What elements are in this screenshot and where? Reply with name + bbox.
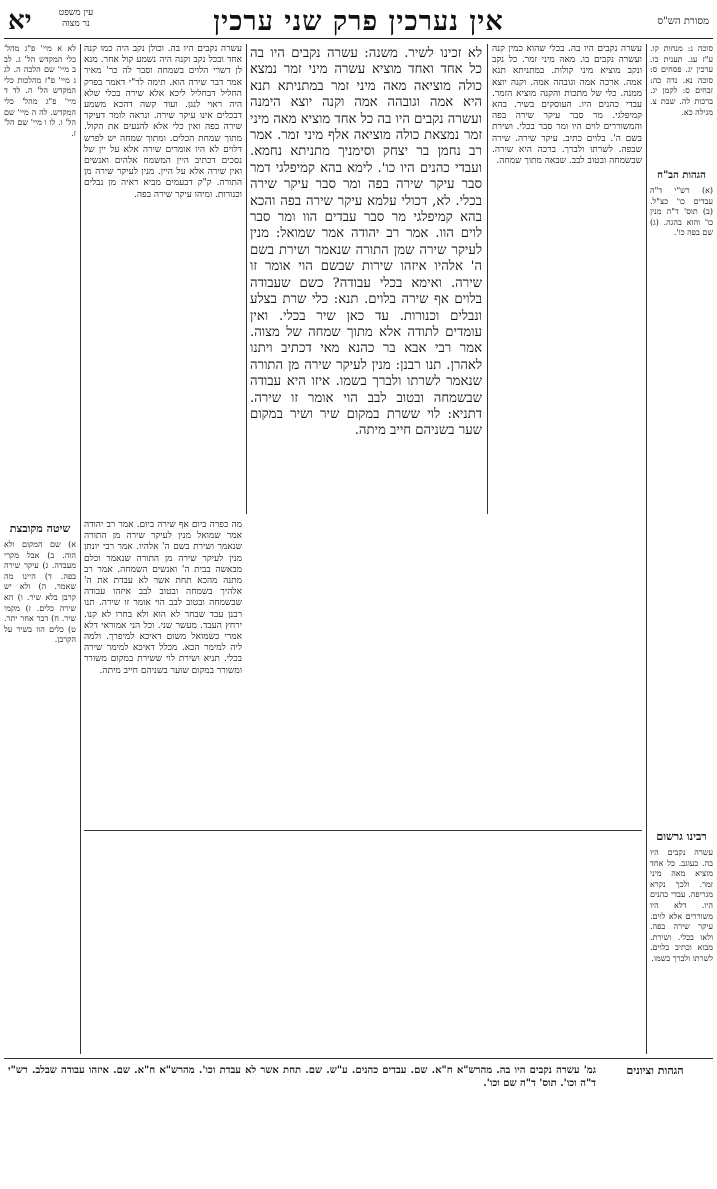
footer-rule [4,1058,713,1059]
ein-mishpat-label: עין משפט נר מצוה [58,8,94,29]
footer-label: הגהות וציונים [626,1064,684,1077]
footer-text: גמ' עשרה נקבים היו בה. מהרש"א ח"א. שם. עבדים כהנים. ע"ש. שם. תחת אשר לא עבדת וכו'. מהרש"א ח"א. שם. איזהו עבודה שבלב. רש"י ד"ה וכו'. תוס' ד"ה שם וכו'. [8,1065,596,1089]
rashi-column [492,44,642,514]
shita-text-block [4,540,76,1050]
gemara-text: לא זכינו לשיר. משנה: עשרה נקבים היו בה כל אחד ואחד מוציא עשרה מיני זמר נמצא כולה מוציאה מאה מיני זמר במתניתא תנא היא אמה וגובהה אמה וקנה יוצא הימנה ועשרה נקבים היו בה כל אחד מוציא מאה מיני זמר נמצאת כולה מוציאה אלף מיני זמר. אמר רב נחמן בר יצחק וסימניך מתניתא נחמא. ועבדי כהנים היו כו'. לימא בהא קמיפלגי דמר סבר עיקר שירה בפה ומר סבר עיקר שירה בכלי. לא, דכולי עלמא עיקר שירה בפה והכא בהא קמיפלגי מר סבר עבדים הוו ומר סבר לוים הוו. אמר רב יהודה אמר שמואל: מנין לעיקר שירה שמן התורה שנאמר ושירת בשם ה' אלהיו איזהו שירות שבשם הוי אומר זו שירה. ואימא בכלי עבודה? כשם שעבודה בלוים אף שירה בלוים. תנא: כלי שרת בצלע ונבלים וכנורות. עד כאן שיר בכלי. ואין עומדים לתודה אלא מתוך שמחה של מצוה. אמר רבי אבא בר כהנא מאי דכתיב ויתנו לאהרן. תנו רבנן: מנין לעיקר שירה מן התורה שנאמר לשרתו ולברך בשמו. איזו היא עבודה שבשמחה ובטוב לבב הוי אומר זו שירה. דתניא: לוי ששרת במקום שיר ושיר במקום שער בשניהם חייב מיתה. [250,46,482,439]
tosafot-text: עשרה נקבים היו בה. וכולן נקב היה כמו קנה אחד ובכל נקב וקנה היה נשמע קול אחר. מנא לן דשרי הלוים בשמחה וסבר לה כר' מאיר אמר דבר שירה הוא. תימה לר"י דאמר בפרק החליל דבחליל ליכא אלא שירה בכלי שלא היה ראוי לנגן. ועוד קשה דהכא משמע דבכלים אינו עיקר שירה. ונראה לומר דעיקר שירה בפה ואין כלי אלא להנעים את הקול. מתוך שמחת הכלים. ומתוך שמחה יש לפרש דלוים לא היו אומרים שירה אלא על יין של נסכים דכתיב היין המשמח אלהים ואנשים ואין שירה אלא על היין. מנין לעיקר שירה מן התורה. ק"ק דבעמים מביא ראיה מן נבלים וכנורות. ומיהו עיקר שירה בפה. [84,44,242,200]
divider [646,44,647,1054]
rashi-lower-block [492,520,642,820]
hagahot-text: (א) רש"י ד"ה עבדים כו' כצ"ל. (ב) תוס' ד"ה מנין כו' והוא בהגה. (ג) שם בפה כו'. [650,186,713,238]
divider [80,44,81,1054]
divider [84,830,642,831]
hagahot-block [650,186,713,386]
gemara-column [250,46,482,766]
bottom-band [84,834,642,1052]
footer-block [8,1064,596,1182]
shita-text: א) שם המקום ולא הוה. ב) אבל מקרי מעבדה. ג) עיקר שירה בפה. ד) היינו מה שאמר. ה) ולא יש קרבן בלא שיר. ו) הא שירה כלים. ז) מקמי שיר. ח) דבר אחר יתר. ט) כלים הוו בשיר על הקרבן. [4,540,76,645]
gershom-block [650,848,713,1054]
bottom-text: מה כפרה ביום אף שירה ביום. אמר רב יהודה אמר שמואל מנין לעיקר שירה מן התורה שנאמר ושירת בשם ה' אלהיו. אמר רבי יונתן מנין לעיקר שירה מן התורה שנאמר וכלם מבאשה בבית ה' ואנשים השמחה. אמר רב מתנה מהכא תחת אשר לא עבדת את ה' אלהיך בשמחה ובטוב לבב איזהו עבודה שבשמחה ובטוב לבב הוי אומר זו שירה. תנו רבנן עבד שבחר לא הוא ולא בחרו לא קנו. ירחץ העבד. מעשר שני. וכל הני אמוראי דלא אמרי כשמואל משום דאיכא למיפרך. ולמה ליה למימר הכא. מכלל דאיכא למימר שירה בכלי. תניא ושירת לוי ששירת במקום משורר ומשורר במקום שוער בשניהם חייב מיתה. [84,520,242,676]
folio-number: יא [8,6,32,36]
mesoret-label: מסורת הש"ס [657,16,709,27]
ein-mishpat-text: לא א מיי' פ"ג מהל' כלי המקדש הל' ג. לב ב מיי' שם הלכה ה. לג ג מיי' פ"ז מהלכות כלי המקדש הל' ה. לד ד מיי' פ"ג מהל' כלי המקדש. לה ה מיי' שם הל' ו. לו ו מיי' שם הל' ז. [4,44,76,138]
margin-left-column [4,44,76,492]
gershom-label: רבינו גרשום [656,830,707,843]
divider [487,44,488,514]
tosafot-column-left [84,44,242,514]
tractate-title: אין נערכין פרק שני ערכין [213,6,504,37]
page-header [0,6,717,36]
rashi-text: עשרה נקבים היו בה. בכלי שהוא כמין קנה ועשרה נקבים בו. מאה מיני זמר. כל נקב ונקב מוציא מיני קולות. במתניתא תנא אמה. ארכה אמה וגובהה אמה. וקנה יוצא ממנה. כלי של מתכות והקנה מוציא הזמר. עבדי כהנים היו. העוסקים בשיר. בהא קמיפלגי. מר סבר עיקר שירה בפה והמשוררים לוים היו ומר סבר בכלי. ושירת בשם ה'. בלוים כתיב. עיקר שירה. שירה שבפה. לשרתו ולברך. ברכה היא שירה. שבשמחה ובטוב לבב. שבאה מתוך שמחה. [492,44,642,167]
shita-label: שיטה מקובצת [9,522,71,535]
mesoret-text: סוכה נ: מנחות קו. ע"ז עג. תענית כו. ערכין יג. פסחים ס: סוכה נא. נדה כה: זבחים ס: לקמן יג. ברכות לה. שבת צ. מגילה כא. [650,44,713,117]
margin-right-column [650,44,713,164]
hagahot-label: הגהות הב"ח [657,170,706,181]
header-rule [4,38,713,39]
gershom-text: עשרה נקבים היו בה. בעוגב. כל אחד מוציא מאה מיני זמר. ולכך נקרא מגריפה. עבדי כהנים היו. דלא היו משוררים אלא לוים. עיקר שירה בפה. ולאו בכלי. ושירת. מבוא וכתיב בלוים. לשרתו ולברך בשמו. [650,848,713,963]
divider [246,44,247,514]
